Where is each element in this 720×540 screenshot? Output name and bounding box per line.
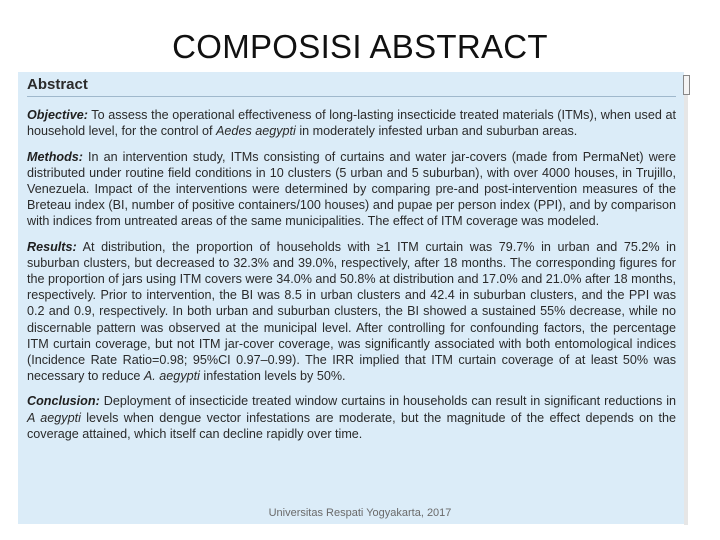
conclusion-text-1: Deployment of insecticide treated window curtains in households can result in significant reductions in — [99, 394, 676, 409]
conclusion-label: Conclusion: — [27, 394, 100, 409]
slide-footer: Universitas Respati Yogyakarta, 2017 — [268, 507, 452, 519]
objective-text-1: To assess the operational effectiveness of long-lasting insecticide treated materials (ITMs), when used at household level, for the control of — [27, 108, 676, 139]
objective-text-2: in moderately infested urban and suburban areas. — [295, 124, 578, 139]
methods-section — [27, 149, 676, 230]
methods-text: In an intervention study, ITMs consisting of curtains and water jar-covers (made from PermaNet) were distributed under routine field conditions in 10 clusters (5 urban and 5 suburban), with over 4000 houses, in Trujillo, Venezuela. Impact of the interventions were determined by comparing pre-and post-intervention measures of the Breteau index (BI, number of positive containers/100 houses) and pupae per person index (PPI), and by comparison with indices from untreated areas of the same municipalities. The effect of ITM coverage was modeled. — [27, 149, 676, 229]
conclusion-section — [27, 393, 676, 442]
scrollbar-track[interactable] — [684, 95, 688, 525]
results-text-1: At distribution, the proportion of households with ≥1 ITM curtain was 79.7% in urban and 75.2% in suburban clusters, but decreased to 32.3% and 39.0%, respectively, after 18 months. The corresponding figures for the proportion of jars using ITM covers were 34.0% and 50.8% at distribution and 17.0% and 21.0% after 18 months, respectively. Prior to intervention, the BI was 8.5 in urban clusters and 42.4 in suburban clusters, and the PPI was 0.2 and 0.9, respectively. In both urban and suburban clusters, the BI showed a sustained 55% decrease, while no discernable pattern was observed at the municipal level. After controlling for confounding factors, the percentage ITM curtain coverage, but not ITM jar-cover coverage, was significantly associated with both entomological indices (Incidence Rate Ratio=0.98; 95%CI 0.97–0.99). The IRR implied that ITM curtain coverage of at least 50% was necessary to reduce — [27, 239, 676, 384]
abstract-heading: Abstract — [27, 77, 676, 97]
results-text-2: infestation levels by 50%. — [199, 369, 346, 384]
results-label: Results: — [27, 239, 77, 254]
slide-title: COMPOSISI ABSTRACT — [172, 28, 548, 65]
results-section — [27, 239, 676, 385]
abstract-panel — [18, 72, 684, 524]
objective-species: Aedes aegypti — [216, 124, 296, 139]
objective-label: Objective: — [27, 108, 88, 123]
conclusion-species: A aegypti — [27, 410, 81, 425]
results-species: A. aegypti — [143, 369, 200, 384]
conclusion-text-2: levels when dengue vector infestations are moderate, but the magnitude of the effect depends on the coverage attained, which itself can decline rapidly over time. — [27, 410, 677, 441]
scrollbar-button[interactable] — [683, 75, 690, 95]
objective-section — [27, 107, 676, 139]
methods-label: Methods: — [27, 149, 83, 164]
